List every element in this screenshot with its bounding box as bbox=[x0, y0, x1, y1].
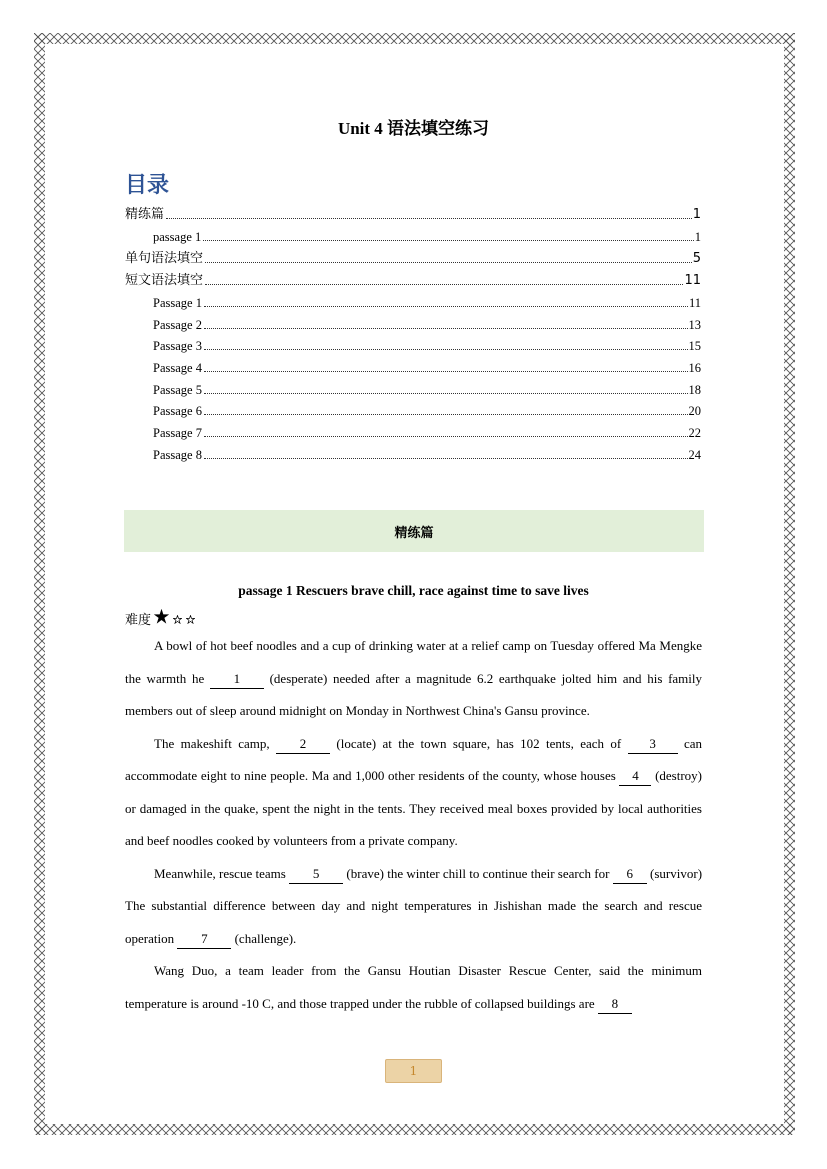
toc-entry[interactable] bbox=[125, 247, 701, 267]
fill-in-blank-7[interactable]: 7 bbox=[177, 930, 231, 949]
toc-entry-label: 单句语法填空 bbox=[125, 251, 204, 266]
toc-entry[interactable] bbox=[125, 291, 701, 311]
toc-dot-leader bbox=[204, 436, 688, 437]
toc-entry-page: 18 bbox=[688, 383, 701, 397]
toc-entry[interactable] bbox=[125, 203, 701, 223]
toc-entry-label: Passage 8 bbox=[153, 448, 202, 462]
toc-dot-leader bbox=[204, 458, 688, 459]
toc-entry-label: 精练篇 bbox=[125, 207, 165, 222]
toc-entry[interactable] bbox=[125, 443, 701, 463]
fill-in-blank-8[interactable]: 8 bbox=[598, 995, 632, 1014]
toc-entry-page: 1 bbox=[694, 230, 701, 244]
toc-entry-label: Passage 7 bbox=[153, 426, 202, 440]
toc-dot-leader bbox=[205, 284, 683, 285]
toc-entry-page: 16 bbox=[688, 361, 701, 375]
toc-dot-leader bbox=[204, 349, 688, 350]
difficulty-label: 难度 bbox=[125, 613, 152, 628]
toc-entry-label: passage 1 bbox=[153, 230, 202, 244]
toc-entry-page: 13 bbox=[688, 318, 701, 332]
toc-entry-label: Passage 3 bbox=[153, 339, 202, 353]
page-title: Unit 4 语法填空练习 bbox=[337, 119, 490, 138]
empty-star-icon bbox=[173, 615, 182, 624]
fill-in-blank-3[interactable]: 3 bbox=[628, 735, 678, 754]
toc-heading: 目录 bbox=[125, 173, 170, 198]
fill-in-blank-5[interactable]: 5 bbox=[289, 865, 343, 884]
section-header bbox=[124, 510, 704, 552]
passage-title: passage 1 Rescuers brave chill, race against time to save lives bbox=[238, 583, 589, 598]
fill-in-blank-4[interactable]: 4 bbox=[619, 767, 651, 786]
page-number-label: 1 bbox=[409, 1064, 418, 1078]
passage-paragraph: Meanwhile, rescue teams 5 (brave) the winter chill to continue their search for 6 (survivor) The substantial difference between day and night temperatures in Jishishan made the search and rescue operation 7 (challenge). bbox=[125, 858, 702, 956]
toc-entry[interactable] bbox=[125, 399, 701, 419]
toc-dot-leader bbox=[204, 393, 688, 394]
toc-entry-label: Passage 2 bbox=[153, 318, 202, 332]
toc-entry-page: 15 bbox=[688, 339, 701, 353]
toc-dot-leader bbox=[204, 414, 688, 415]
toc-entry-label: Passage 5 bbox=[153, 383, 202, 397]
toc-entry[interactable] bbox=[125, 421, 701, 441]
toc-dot-leader bbox=[204, 328, 688, 329]
toc-entry-page: 20 bbox=[688, 404, 701, 418]
empty-star-icon bbox=[186, 615, 195, 624]
toc-dot-leader bbox=[204, 371, 688, 372]
section-title: 精练篇 bbox=[394, 525, 434, 541]
toc-dot-leader bbox=[203, 240, 694, 241]
passage-paragraph: Wang Duo, a team leader from the Gansu Houtian Disaster Rescue Center, said the minimum temperature is around -10 C, and those trapped under the rubble of collapsed buildings are 8 bbox=[125, 955, 702, 1020]
toc-entry[interactable] bbox=[125, 225, 701, 245]
toc-dot-leader bbox=[204, 306, 688, 307]
difficulty-rating bbox=[125, 609, 195, 628]
toc-entry-label: Passage 6 bbox=[153, 404, 202, 418]
toc-entry-page: 11 bbox=[684, 273, 701, 288]
toc-entry-page: 5 bbox=[692, 251, 701, 266]
page-number bbox=[385, 1059, 442, 1083]
toc-entry-label: Passage 4 bbox=[153, 361, 202, 375]
toc-entry[interactable] bbox=[125, 269, 701, 289]
fill-in-blank-2[interactable]: 2 bbox=[276, 735, 330, 754]
filled-star-icon bbox=[154, 609, 169, 624]
toc-entry-label: 短文语法填空 bbox=[125, 273, 204, 288]
passage-body bbox=[125, 630, 702, 1020]
difficulty-stars bbox=[151, 609, 195, 628]
toc-entry[interactable] bbox=[125, 356, 701, 376]
toc-entry-page: 22 bbox=[688, 426, 701, 440]
toc-entry-page: 24 bbox=[688, 448, 701, 462]
toc-entry[interactable] bbox=[125, 334, 701, 354]
fill-in-blank-1[interactable]: 1 bbox=[210, 670, 264, 689]
passage-paragraph: A bowl of hot beef noodles and a cup of drinking water at a relief camp on Tuesday offered Ma Mengke the warmth he 1 (desperate) needed after a magnitude 6.2 earthquake jolted him and his family members out of sleep around midnight on Monday in Northwest China's Gansu province. bbox=[125, 638, 703, 718]
toc-entry[interactable] bbox=[125, 378, 701, 398]
toc-dot-leader bbox=[166, 218, 692, 219]
toc-entry-page: 1 bbox=[692, 207, 701, 222]
toc-entry-label: Passage 1 bbox=[153, 296, 202, 310]
toc-entry[interactable] bbox=[125, 313, 701, 333]
toc-dot-leader bbox=[205, 262, 692, 263]
toc-entry-page: 11 bbox=[688, 296, 701, 310]
fill-in-blank-6[interactable]: 6 bbox=[613, 865, 647, 884]
passage-paragraph: The makeshift camp, 2 (locate) at the town square, has 102 tents, each of 3 can accommodate eight to nine people. Ma and 1,000 other residents of the county, whose houses 4 (destroy) or damaged in the quake, spent the night in the tents. They received meal boxes provided by local authorities and beef noodles cooked by volunteers from a private company. bbox=[125, 735, 703, 848]
